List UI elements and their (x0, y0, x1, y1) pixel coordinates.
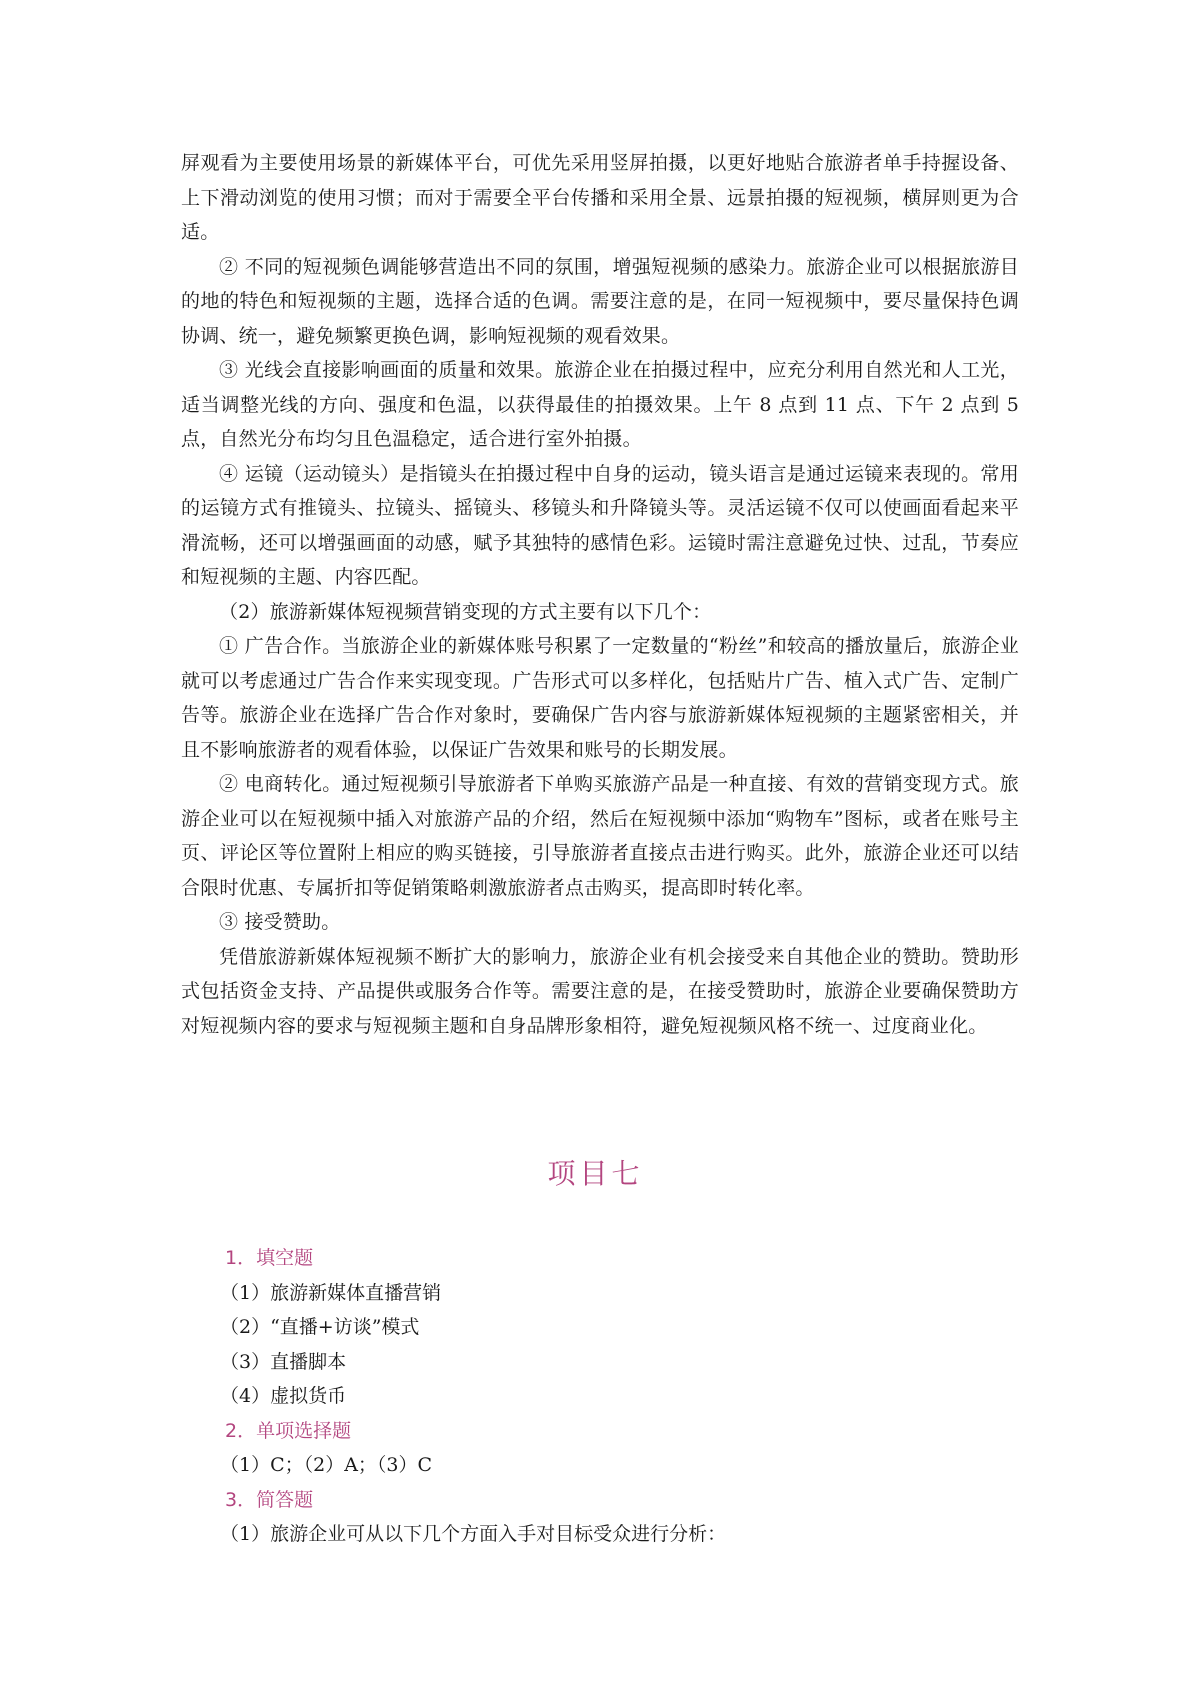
fill-blank-item: （4）虚拟货币 (220, 1385, 347, 1407)
paragraph: ② 不同的短视频色调能够营造出不同的氛围，增强短视频的感染力。旅游企业可以根据旅游目的地的特色和短视频的主题，选择合适的色调。需要注意的是，在同一短视频中，要尽量保持色调协调、统一，避免频繁更换色调，影响短视频的观看效果。 (181, 255, 1019, 347)
paragraph: 屏观看为主要使用场景的新媒体平台，可优先采用竖屏拍摄，以更好地贴合旅游者单手持握设备、上下滑动浏览的使用习惯；而对于需要全平台传播和采用全景、远景拍摄的短视频，横屏则更为合适。 (181, 152, 1019, 243)
single-choice-heading: 2．单项选择题 (225, 1419, 352, 1442)
paragraph: 凭借旅游新媒体短视频不断扩大的影响力，旅游企业有机会接受来自其他企业的赞助。赞助形式包括资金支持、产品提供或服务合作等。需要注意的是，在接受赞助时，旅游企业要确保赞助方对短视频内容的要求与短视频主题和自身品牌形象相符，避免短视频风格不统一、过度商业化。 (181, 945, 1019, 1037)
paragraph: ④ 运镜（运动镜头）是指镜头在拍摄过程中自身的运动，镜头语言是通过运镜来表现的。常用的运镜方式有推镜头、拉镜头、摇镜头、移镜头和升降镜头等。灵活运镜不仅可以使画面看起来平滑流畅，还可以增强画面的动感，赋予其独特的感情色彩。运镜时需注意避免过快、过乱，节奏应和短视频的主题、内容匹配。 (181, 462, 1019, 588)
fill-blank-item: （1）旅游新媒体直播营销 (220, 1281, 442, 1304)
paragraph: ③ 接受赞助。 (219, 911, 341, 933)
answer-list (220, 1241, 1020, 1552)
short-answer-heading: 3．简答题 (225, 1488, 314, 1511)
paragraph: ① 广告合作。当旅游企业的新媒体账号积累了一定数量的“粉丝”和较高的播放量后，旅游企业就可以考虑通过广告合作来实现变现。广告形式可以多样化，包括贴片广告、植入式广告、定制广告等。旅游企业在选择广告合作对象时，要确保广告内容与旅游新媒体短视频的主题紧密相关，并且不影响旅游者的观看体验，以保证广告效果和账号的长期发展。 (181, 635, 1019, 761)
paragraph: ③ 光线会直接影响画面的质量和效果。旅游企业在拍摄过程中，应充分利用自然光和人工光，适当调整光线的方向、强度和色温，以获得最佳的拍摄效果。上午 8 点到 11 点、下午 2 点到 5 点，自然光分布均匀且色温稳定，适合进行室外拍摄。 (181, 359, 1019, 450)
body-text (181, 146, 1019, 1043)
short-answer-item: （1）旅游企业可从以下几个方面入手对目标受众进行分析： (220, 1523, 727, 1545)
fill-blank-item: （3）直播脚本 (220, 1350, 347, 1373)
section-title: 项目七 (547, 1157, 644, 1190)
single-choice-answer: （1）C；（2）A；（3）C (220, 1454, 433, 1476)
paragraph: （2）旅游新媒体短视频营销变现的方式主要有以下几个： (219, 600, 712, 623)
fill-blank-item: （2）“直播+访谈”模式 (220, 1316, 420, 1338)
paragraph: ② 电商转化。通过短视频引导旅游者下单购买旅游产品是一种直接、有效的营销变现方式。旅游企业可以在短视频中插入对旅游产品的介绍，然后在短视频中添加“购物车”图标，或者在账号主页、评论区等位置附上相应的购买链接，引导旅游者直接点击进行购买。此外，旅游企业还可以结合限时优惠、专属折扣等促销策略刺激旅游者点击购买，提高即时转化率。 (181, 773, 1019, 899)
fill-blank-heading: 1．填空题 (225, 1247, 314, 1269)
